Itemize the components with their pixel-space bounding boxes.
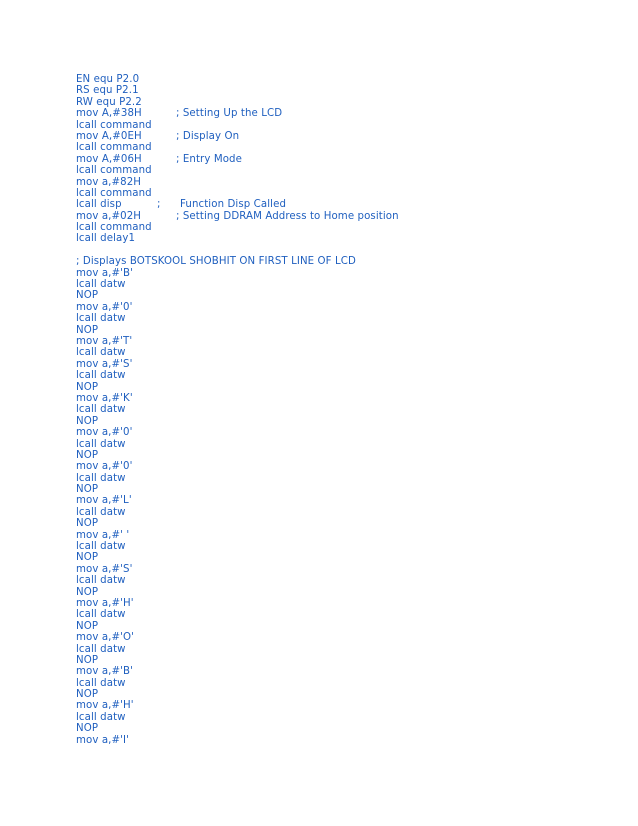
code-line	[76, 120, 596, 131]
code-line	[76, 632, 596, 643]
code-comment: ; Setting DDRAM Address to Home position	[176, 210, 399, 222]
code-line	[76, 541, 596, 552]
code-line	[76, 427, 596, 438]
code-instruction: lcall disp	[76, 199, 122, 211]
code-line	[76, 473, 596, 484]
code-instruction: lcall command	[76, 187, 152, 199]
code-line	[76, 700, 596, 711]
code-line	[76, 655, 596, 666]
code-instruction: lcall command	[76, 222, 152, 234]
code-line	[76, 325, 596, 336]
code-instruction: lcall command	[76, 119, 152, 131]
code-line	[76, 165, 596, 176]
section-comment: ; Displays BOTSKOOL SHOBHIT ON FIRST LINE OF LCD	[76, 256, 356, 268]
code-instruction: mov a,#'0'	[76, 461, 133, 473]
code-instruction: lcall datw	[76, 609, 126, 621]
code-line	[76, 268, 596, 279]
code-instruction: mov A,#38H	[76, 108, 142, 120]
code-line	[76, 712, 596, 723]
code-instruction: lcall datw	[76, 313, 126, 325]
code-instruction: EN equ P2.0	[76, 74, 140, 85]
code-instruction: lcall datw	[76, 541, 126, 553]
code-instruction: NOP	[76, 586, 99, 598]
code-instruction: mov a,#02H	[76, 210, 142, 222]
code-instruction: mov a,#'K'	[76, 392, 133, 404]
code-line	[76, 518, 596, 529]
code-line	[76, 484, 596, 495]
code-line	[76, 416, 596, 427]
code-instruction: lcall datw	[76, 711, 126, 723]
code-instruction: NOP	[76, 484, 99, 496]
code-comment: ; Entry Mode	[176, 153, 242, 165]
code-instruction: mov a,#'0'	[76, 427, 133, 439]
code-line	[76, 188, 596, 199]
code-instruction: lcall datw	[76, 506, 126, 518]
code-instruction: RS equ P2.1	[76, 85, 139, 97]
code-instruction: NOP	[76, 689, 99, 701]
code-instruction: mov A,#06H	[76, 153, 142, 165]
code-instruction: mov a,#'H'	[76, 597, 134, 609]
code-instruction: NOP	[76, 723, 99, 735]
code-instruction: NOP	[76, 552, 99, 564]
code-instruction: mov a,#'0'	[76, 301, 133, 313]
code-line	[76, 97, 596, 108]
code-line	[76, 678, 596, 689]
code-instruction: mov a,#'I'	[76, 734, 130, 746]
code-instruction: mov a,#'S'	[76, 358, 133, 370]
comment-semicolon: ;	[157, 199, 161, 211]
code-line	[76, 735, 596, 746]
code-line	[76, 587, 596, 598]
code-line	[76, 370, 596, 381]
code-line	[76, 644, 596, 655]
code-line	[76, 575, 596, 586]
code-line	[76, 359, 596, 370]
code-line	[76, 233, 596, 244]
code-line	[76, 723, 596, 734]
code-line	[76, 495, 596, 506]
code-instruction: NOP	[76, 290, 99, 302]
code-instruction: NOP	[76, 415, 99, 427]
code-line-disp	[76, 199, 596, 210]
code-instruction: NOP	[76, 518, 99, 530]
code-line	[76, 347, 596, 358]
code-instruction: mov a,#'B'	[76, 666, 134, 678]
code-instruction: lcall datw	[76, 438, 126, 450]
code-line	[76, 393, 596, 404]
blank-line	[76, 245, 596, 256]
code-line	[76, 108, 596, 119]
code-comment: ; Setting Up the LCD	[176, 108, 283, 120]
code-line	[76, 507, 596, 518]
code-instruction: lcall datw	[76, 347, 126, 359]
code-instruction: mov a,#'B'	[76, 267, 134, 279]
assembly-code-listing	[76, 74, 596, 746]
code-instruction: NOP	[76, 620, 99, 632]
code-instruction: NOP	[76, 381, 99, 393]
code-line	[76, 530, 596, 541]
code-instruction: NOP	[76, 324, 99, 336]
code-line	[76, 336, 596, 347]
code-instruction: RW equ P2.2	[76, 96, 142, 108]
code-line	[76, 621, 596, 632]
code-line	[76, 279, 596, 290]
code-line	[76, 552, 596, 563]
code-line	[76, 290, 596, 301]
code-line	[76, 154, 596, 165]
code-instruction: mov a,#'T'	[76, 335, 133, 347]
code-instruction: lcall datw	[76, 643, 126, 655]
code-line	[76, 85, 596, 96]
code-instruction: NOP	[76, 449, 99, 461]
code-line	[76, 404, 596, 415]
code-line	[76, 461, 596, 472]
code-line	[76, 222, 596, 233]
code-instruction: mov a,#'L'	[76, 495, 132, 507]
code-instruction: lcall command	[76, 142, 152, 154]
code-comment: ; Display On	[176, 130, 240, 142]
code-line	[76, 689, 596, 700]
code-instruction: lcall datw	[76, 677, 126, 689]
code-line	[76, 177, 596, 188]
code-line	[76, 302, 596, 313]
code-instruction: mov a,#82H	[76, 176, 142, 188]
code-instruction: NOP	[76, 654, 99, 666]
code-instruction: mov a,#'O'	[76, 632, 135, 644]
section-comment-line	[76, 256, 596, 267]
code-line	[76, 439, 596, 450]
code-instruction: mov a,#' '	[76, 529, 130, 541]
code-line	[76, 142, 596, 153]
code-line	[76, 131, 596, 142]
code-line	[76, 450, 596, 461]
code-line	[76, 313, 596, 324]
code-line	[76, 609, 596, 620]
code-line	[76, 666, 596, 677]
code-instruction: lcall command	[76, 165, 152, 177]
code-instruction: mov a,#'H'	[76, 700, 134, 712]
display-code-block	[76, 268, 596, 746]
code-comment: Function Disp Called	[180, 199, 287, 211]
code-instruction: lcall datw	[76, 575, 126, 587]
code-line	[76, 74, 596, 85]
code-line	[76, 211, 596, 222]
code-instruction: lcall datw	[76, 279, 126, 291]
code-line	[76, 598, 596, 609]
code-instruction: lcall datw	[76, 472, 126, 484]
code-instruction: lcall delay1	[76, 233, 136, 245]
code-instruction: mov a,#'S'	[76, 563, 133, 575]
code-instruction: mov A,#0EH	[76, 130, 142, 142]
code-line	[76, 564, 596, 575]
code-line	[76, 382, 596, 393]
code-instruction: lcall datw	[76, 370, 126, 382]
code-instruction: lcall datw	[76, 404, 126, 416]
